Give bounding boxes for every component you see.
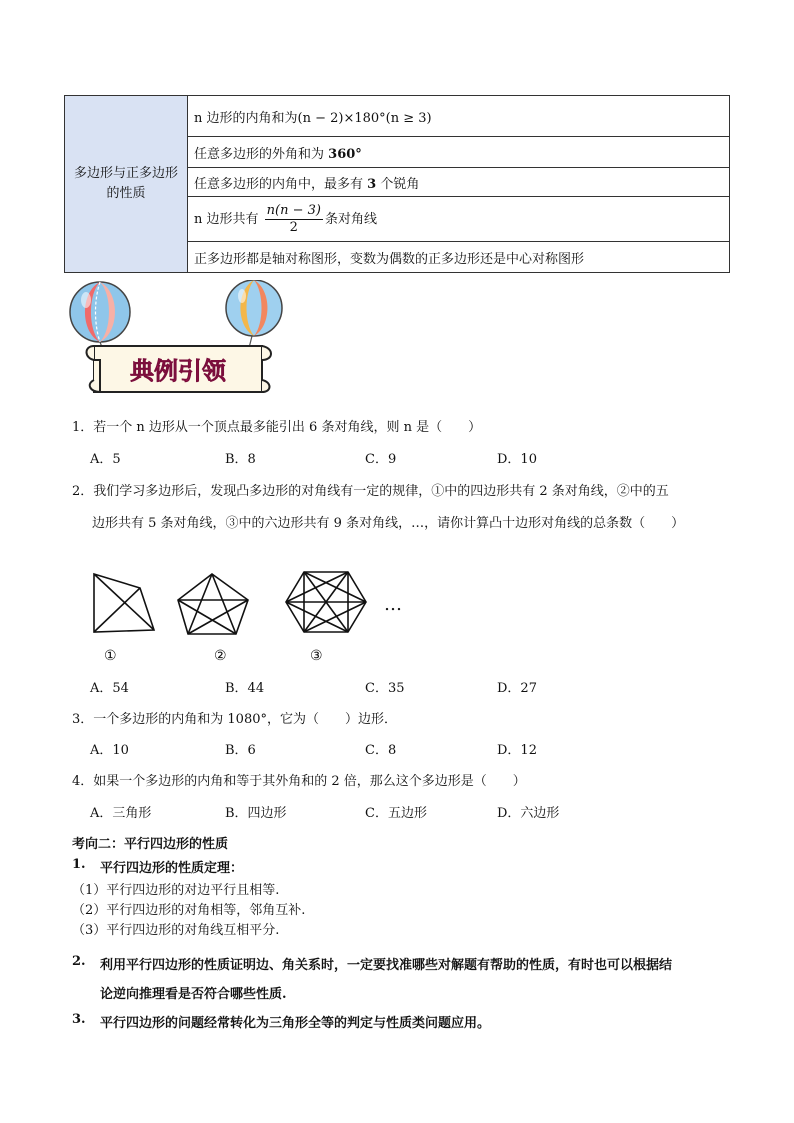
q3-option-a: A．10 [90, 743, 129, 758]
point-2-line2: 论逆向推理看是否符合哪些性质. [100, 987, 287, 1002]
q4-option-d: D．六边形 [497, 806, 560, 821]
point-3-number: 3. [72, 1012, 86, 1027]
table-header-cell: 多边形与正多边形的性质 [65, 96, 188, 273]
point-3-text: 平行四边形的问题经常转化为三角形全等的判定与性质类问题应用。 [100, 1016, 491, 1031]
q2-option-a: A．54 [90, 681, 129, 696]
figure-ellipsis: … [384, 594, 402, 615]
row2-value: 360° [328, 146, 362, 162]
figure-label-2: ② [214, 648, 227, 664]
example-banner [66, 280, 292, 400]
pentagon-figure [178, 574, 248, 634]
fraction-denominator: 2 [289, 219, 298, 235]
section-2-title: 考向二：平行四边形的性质 [72, 837, 229, 852]
q2-option-b: B．44 [225, 681, 265, 696]
q1-option-a: A．5 [90, 452, 121, 467]
row2-prefix: 任意多边形的外角和为 [194, 146, 325, 162]
question-3-stem: 3．一个多边形的内角和为 1080°，它为（ ）边形． [72, 712, 397, 727]
table-row-acute-angles [188, 168, 730, 197]
scroll-banner [87, 346, 272, 392]
question-1-stem: 1．若一个 n 边形从一个顶点最多能引出 6 条对角线，则 n 是（ ） [72, 420, 482, 435]
point-2-number: 2. [72, 954, 86, 969]
q2-option-d: D．27 [497, 681, 537, 696]
point-2-line1: 利用平行四边形的性质证明边、角关系时，一定要找准哪些对解题有帮助的性质，有时也可以根据结 [100, 958, 673, 973]
table-row-symmetry: 正多边形都是轴对称图形，变数为偶数的正多边形还是中心对称图形 [188, 242, 730, 273]
point-1-title: 平行四边形的性质定理： [100, 861, 244, 876]
table-row-interior-sum [188, 96, 730, 137]
q3-option-b: B．6 [225, 743, 256, 758]
point-1-sub-2: （2）平行四边形的对角相等，邻角互补. [72, 903, 306, 918]
row1-formula: (n − 2)×180°(n ≥ 3) [297, 110, 432, 126]
question-4-stem: 4．如果一个多边形的内角和等于其外角和的 2 倍，那么这个多边形是（ ） [72, 774, 526, 789]
figure-label-3: ③ [310, 648, 323, 664]
row3-prefix: 任意多边形的内角中，最多有 [194, 176, 364, 192]
banner-title: 典例引领 [130, 357, 226, 385]
row3-value: 3 [367, 176, 377, 192]
point-1-sub-3: （3）平行四边形的对角线互相平分. [72, 923, 280, 938]
polygon-diagonal-figures [88, 568, 418, 638]
right-balloon-icon [226, 280, 282, 352]
quadrilateral-figure [94, 574, 154, 632]
row1-prefix: n 边形的内角和为 [194, 110, 298, 126]
q1-option-d: D．10 [497, 452, 537, 467]
q4-option-b: B．四边形 [225, 806, 287, 821]
figure-label-1: ① [104, 648, 117, 664]
q1-option-b: B．8 [225, 452, 256, 467]
q4-option-c: C．五边形 [365, 806, 427, 821]
diagonal-fraction [265, 203, 323, 236]
q2-option-c: C．35 [365, 681, 405, 696]
row4-suffix: 条对角线 [324, 211, 377, 227]
q3-option-c: C．8 [365, 743, 397, 758]
fraction-numerator: n(n − 3) [266, 202, 321, 218]
row3-suffix: 个锐角 [380, 176, 420, 192]
q3-option-d: D．12 [497, 743, 537, 758]
question-2-stem-line1: 2．我们学习多边形后，发现凸多边形的对角线有一定的规律，①中的四边形共有 2 条对角线，②中的五 [72, 484, 669, 499]
point-1-sub-1: （1）平行四边形的对边平行且相等. [72, 883, 280, 898]
hexagon-figure [286, 572, 366, 632]
q4-option-a: A．三角形 [90, 806, 152, 821]
table-row-diagonals [188, 197, 730, 242]
question-2-stem-line2: 边形共有 5 条对角线，③中的六边形共有 9 条对角线，…，请你计算凸十边形对角线的总条数（ ） [92, 516, 685, 531]
q1-option-c: C．9 [365, 452, 397, 467]
row4-prefix: n 边形共有 [194, 211, 259, 227]
properties-table [64, 95, 730, 273]
point-1-number: 1. [72, 857, 86, 872]
table-row-exterior-sum [188, 137, 730, 168]
